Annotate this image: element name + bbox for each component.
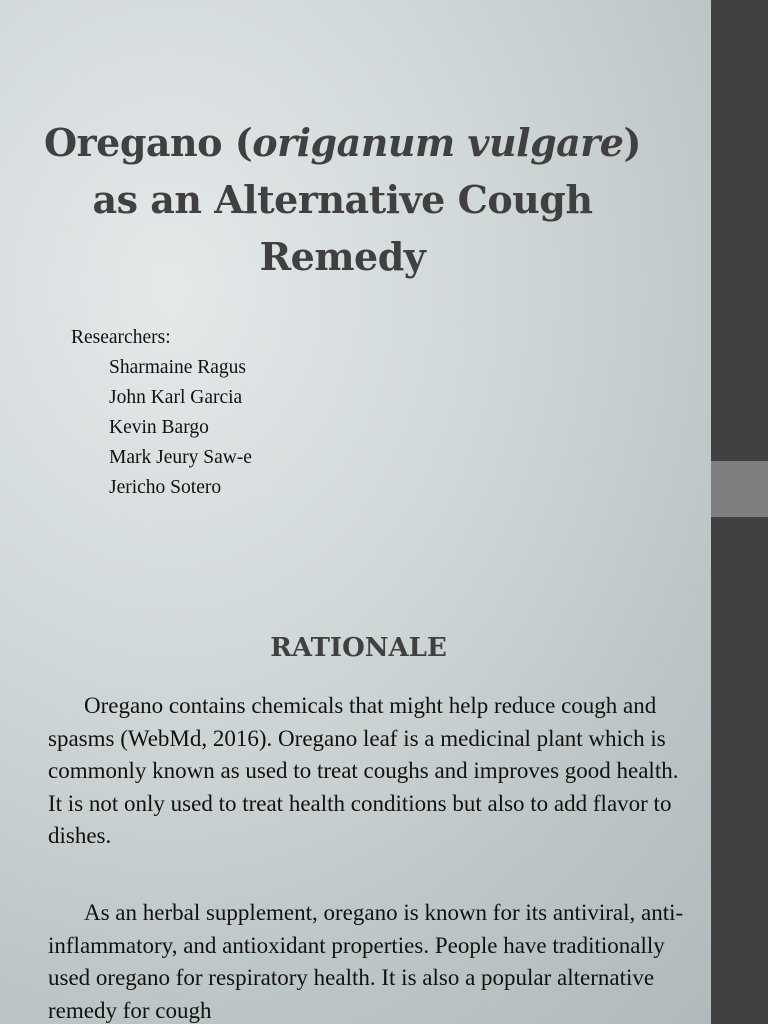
title-prefix: Oregano ( bbox=[44, 120, 253, 165]
researcher-name: Sharmaine Ragus bbox=[109, 357, 247, 378]
researchers-list bbox=[71, 323, 252, 503]
researchers-label: Researchers: bbox=[71, 327, 171, 348]
title-scientific-name: origanum vulgare bbox=[252, 120, 624, 165]
side-scrollbar-thumb[interactable] bbox=[711, 461, 768, 517]
title-line-1 bbox=[20, 114, 665, 171]
researcher-name: Mark Jeury Saw-e bbox=[109, 447, 252, 468]
rationale-heading: RATIONALE bbox=[270, 633, 447, 663]
page-title bbox=[20, 114, 665, 285]
title-line-3: Remedy bbox=[259, 234, 426, 279]
title-suffix: ) bbox=[623, 120, 641, 165]
researcher-name: John Karl Garcia bbox=[109, 387, 243, 408]
researcher-name: Jericho Sotero bbox=[109, 477, 222, 498]
title-line-2: as an Alternative Cough bbox=[92, 177, 593, 222]
researcher-name: Kevin Bargo bbox=[109, 417, 209, 438]
rationale-paragraph: As an herbal supplement, oregano is known for its antiviral, anti- inflammatory, and antioxidant properties. People have traditionally used oregano for respiratory health. It is also a popular alternative remedy for cough bbox=[48, 900, 684, 1023]
rationale-paragraph: Oregano contains chemicals that might help reduce cough and spasms (WebMd, 2016). Oregano leaf is a medicinal plant which is commonly known as used to treat coughs and improves good health. It is not only used to treat health conditions but also to add flavor to dishes. bbox=[48, 693, 679, 848]
